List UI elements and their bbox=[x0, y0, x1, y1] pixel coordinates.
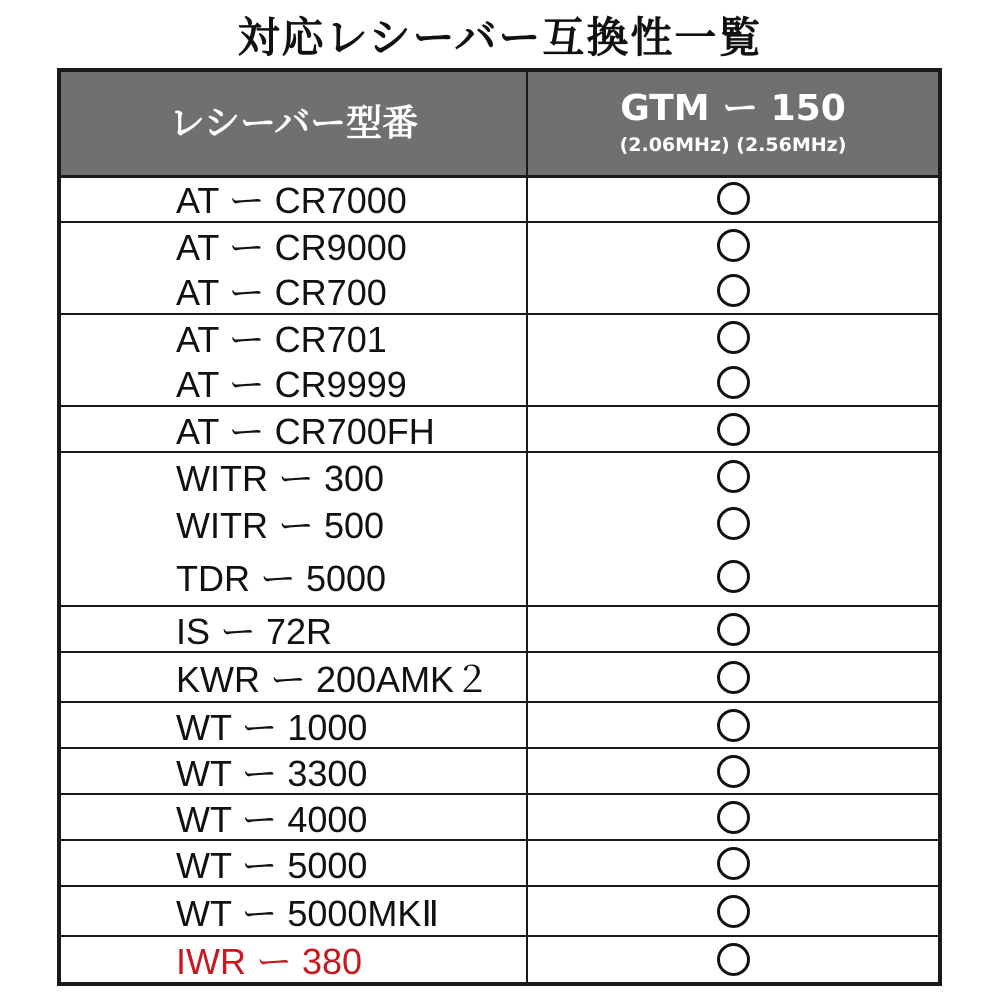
table-row bbox=[61, 175, 938, 221]
circle-icon bbox=[717, 755, 750, 788]
table-row bbox=[61, 313, 938, 359]
circle-icon bbox=[717, 229, 750, 262]
circle-icon bbox=[717, 460, 750, 493]
circle-icon bbox=[717, 321, 750, 354]
table-row bbox=[61, 547, 938, 605]
table-row bbox=[61, 451, 938, 499]
circle-icon bbox=[717, 801, 750, 834]
compatibility-table bbox=[57, 68, 942, 986]
header-product bbox=[528, 72, 938, 175]
table-row bbox=[61, 405, 938, 451]
receiver-name: TDR ー 5000 bbox=[176, 557, 387, 599]
table-row bbox=[61, 747, 938, 793]
receiver-name: AT ー CR700FH bbox=[176, 410, 435, 452]
table-row bbox=[61, 605, 938, 651]
table-row bbox=[61, 267, 938, 313]
table-row bbox=[61, 885, 938, 935]
receiver-name: AT ー CR9000 bbox=[176, 226, 407, 268]
receiver-name: WITR ー 300 bbox=[176, 457, 385, 499]
receiver-name: WT ー 4000 bbox=[176, 798, 368, 840]
table-row bbox=[61, 793, 938, 839]
circle-icon bbox=[717, 943, 750, 976]
receiver-name: WT ー 1000 bbox=[176, 706, 368, 748]
page-title: 対応レシーバー互換性一覧 bbox=[237, 13, 763, 62]
circle-icon bbox=[717, 661, 750, 694]
table-row bbox=[61, 935, 938, 982]
circle-icon bbox=[717, 709, 750, 742]
receiver-name: AT ー CR700 bbox=[176, 271, 387, 313]
circle-icon bbox=[717, 895, 750, 928]
receiver-name: WT ー 5000MKⅡ bbox=[176, 892, 440, 934]
circle-icon bbox=[717, 507, 750, 540]
circle-icon bbox=[717, 274, 750, 307]
table-row bbox=[61, 221, 938, 267]
receiver-name: WT ー 5000 bbox=[176, 844, 368, 886]
circle-icon bbox=[717, 560, 750, 593]
table-row bbox=[61, 499, 938, 547]
circle-icon bbox=[717, 847, 750, 880]
table-row bbox=[61, 701, 938, 747]
receiver-name: WT ー 3300 bbox=[176, 752, 368, 794]
circle-icon bbox=[717, 366, 750, 399]
receiver-name: KWR ー 200AMK２ bbox=[176, 658, 491, 700]
receiver-name: AT ー CR701 bbox=[176, 318, 387, 360]
receiver-name: IS ー 72R bbox=[176, 610, 333, 652]
receiver-name: IWR ー 380 bbox=[176, 941, 363, 982]
header-product-frequency: (2.06MHz) (2.56MHz) bbox=[619, 134, 847, 156]
circle-icon bbox=[717, 613, 750, 646]
table-row bbox=[61, 359, 938, 405]
receiver-name: AT ー CR9999 bbox=[176, 363, 407, 405]
receiver-name: AT ー CR7000 bbox=[176, 179, 407, 221]
header-product-model: GTM ー 150 bbox=[620, 88, 846, 129]
table-header bbox=[61, 72, 938, 178]
receiver-name: WITR ー 500 bbox=[176, 504, 385, 546]
table-row bbox=[61, 651, 938, 701]
circle-icon bbox=[717, 182, 750, 215]
header-receiver-model: レシーバー型番 bbox=[168, 103, 419, 144]
circle-icon bbox=[717, 413, 750, 446]
table-row bbox=[61, 839, 938, 885]
